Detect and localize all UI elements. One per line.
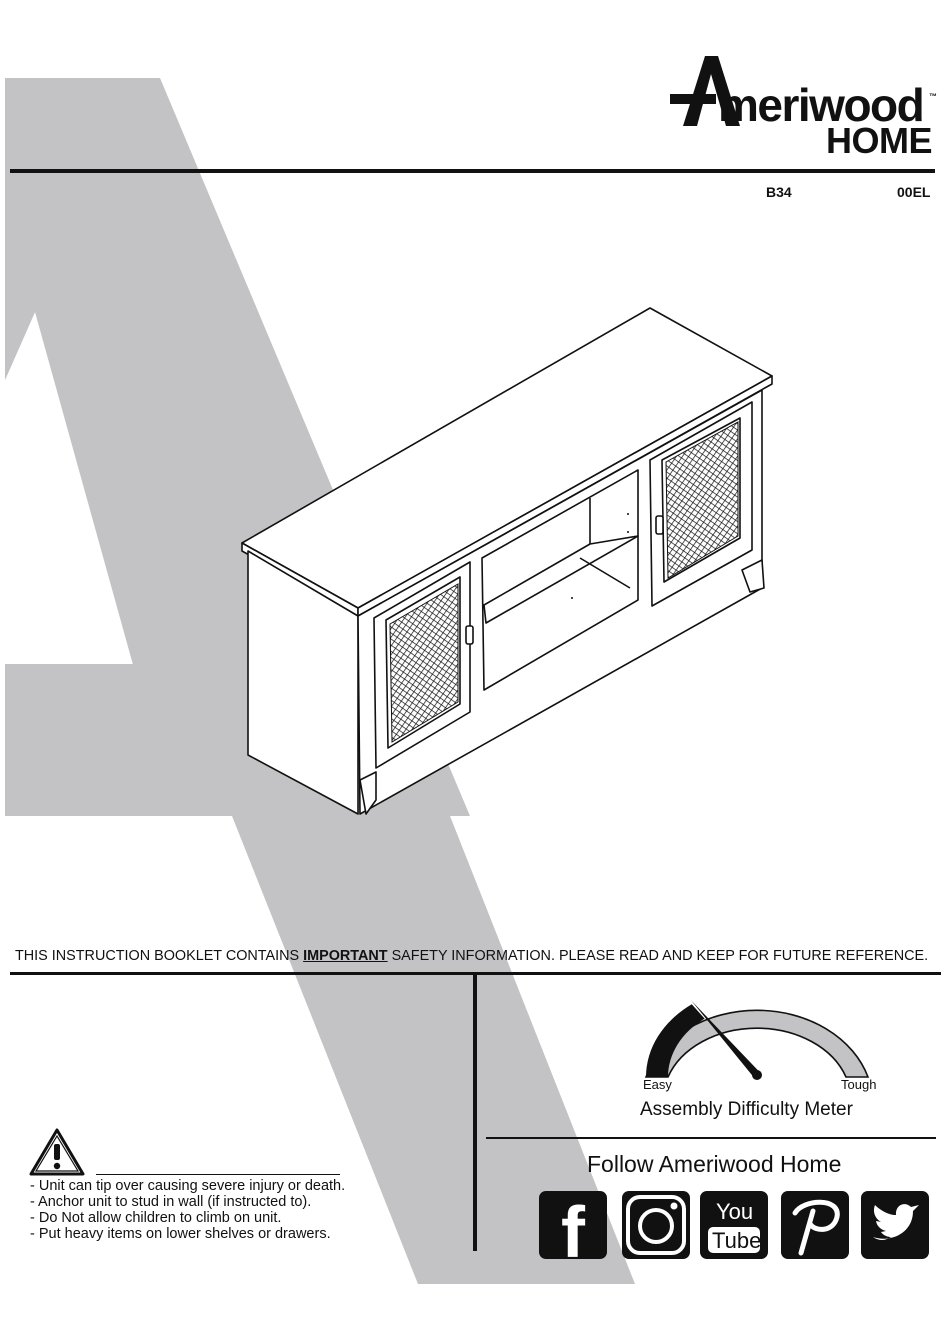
svg-text:f: f <box>561 1193 585 1259</box>
logo-trademark: ™ <box>929 92 937 101</box>
model-number-right: 00EL <box>897 184 931 200</box>
vertical-divider <box>473 975 477 1251</box>
warning-item: - Unit can tip over causing severe injury or death. <box>30 1178 346 1194</box>
twitter-icon[interactable] <box>861 1191 929 1259</box>
logo-home: HOME <box>826 120 932 161</box>
warning-item: - Do Not allow children to climb on unit. <box>30 1210 282 1226</box>
warning-triangle-icon <box>28 1127 86 1177</box>
warning-list <box>30 1178 345 1242</box>
follow-heading: Follow Ameriwood Home <box>587 1151 842 1177</box>
warning-item: - Anchor unit to stud in wall (if instructed to). <box>30 1194 312 1210</box>
safety-notice: THIS INSTRUCTION BOOKLET CONTAINS IMPORTANT SAFETY INFORMATION. PLEASE READ AND KEEP FOR FUTURE REFERENCE. <box>15 948 929 964</box>
tv-stand-illustration <box>230 300 790 830</box>
right-section-rule <box>486 1137 936 1139</box>
header-rule <box>10 169 935 173</box>
warning-rule <box>96 1174 340 1175</box>
facebook-icon[interactable] <box>539 1191 607 1259</box>
logo-word: meriwood <box>718 79 924 131</box>
svg-text:You: You <box>716 1199 754 1224</box>
warning-item: - Put heavy items on lower shelves or drawers. <box>30 1226 331 1242</box>
meter-label-easy: Easy <box>643 1077 672 1092</box>
instagram-icon[interactable] <box>622 1191 690 1259</box>
meter-label-tough: Tough <box>841 1077 877 1092</box>
safety-emphasis: IMPORTANT <box>303 948 388 964</box>
pinterest-icon[interactable] <box>781 1191 849 1259</box>
meter-title: Assembly Difficulty Meter <box>640 1099 853 1120</box>
model-number-left: B34 <box>766 184 792 200</box>
youtube-icon[interactable] <box>700 1191 768 1259</box>
svg-text:Tube: Tube <box>712 1228 762 1253</box>
